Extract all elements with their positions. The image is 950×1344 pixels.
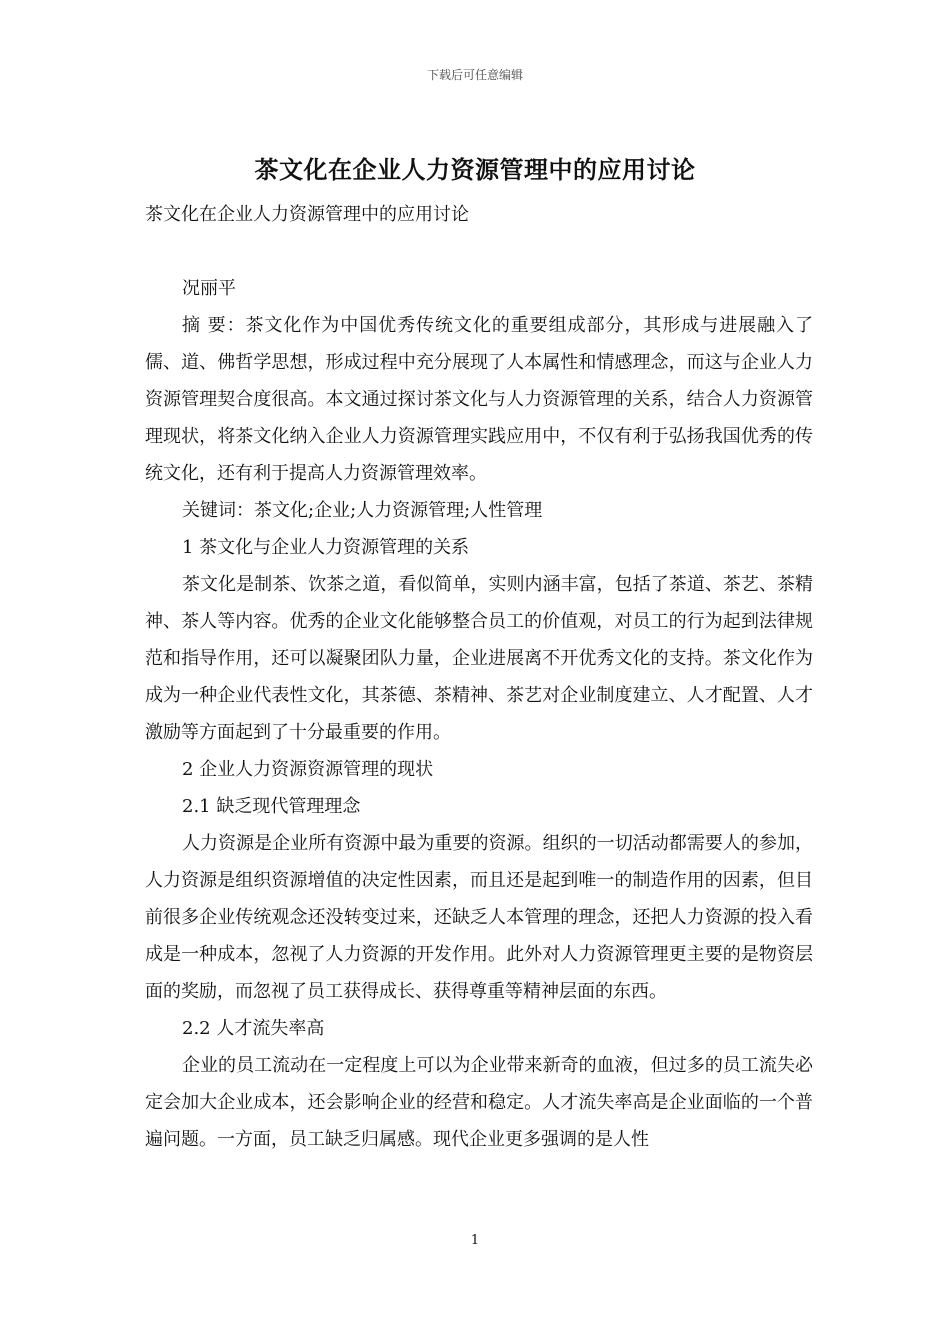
section-2-1-paragraph: 人力资源是企业所有资源中最为重要的资源。组织的一切活动都需要人的参加，人力资源是组织资源增值的决定性因素，而且还是起到唯一的制造作用的因素，但目前很多企业传统观念还没转变过来，还缺乏人本管理的理念，还把人力资源的投入看成是一种成本，忽视了人力资源的开发作用。此外对人力资源管理更主要的是物资层面的奖励，而忽视了员工获得成长、获得尊重等精神层面的东西。	[145, 833, 813, 1002]
section-heading-2: 2 企业人力资源资源管理的现状	[182, 759, 434, 780]
page-number: 1	[470, 1233, 480, 1248]
header-note: 下载后可任意编辑	[426, 68, 523, 82]
section-heading-2-1: 2.1 缺乏现代管理理念	[182, 796, 361, 817]
subtitle: 茶文化在企业人力资源管理中的应用讨论	[145, 204, 469, 225]
keywords: 关键词：茶文化;企业;人力资源管理;人性管理	[182, 500, 543, 521]
abstract-paragraph: 摘 要：茶文化作为中国优秀传统文化的重要组成部分，其形成与进展融入了儒、道、佛哲学思想，形成过程中充分展现了人本属性和情感理念，而这与企业人力资源管理契合度很高。本文通过探讨茶文化与人力资源管理的关系，结合人力资源管理现状，将茶文化纳入企业人力资源管理实践应用中，不仅有利于弘扬我国优秀的传统文化，还有利于提高人力资源管理效率。	[145, 315, 813, 484]
section-1-paragraph: 茶文化是制茶、饮茶之道，看似简单，实则内涵丰富，包括了茶道、茶艺、茶精神、茶人等内容。优秀的企业文化能够整合员工的价值观，对员工的行为起到法律规范和指导作用，还可以凝聚团队力量，企业进展离不开优秀文化的支持。茶文化作为成为一种企业代表性文化，其茶德、茶精神、茶艺对企业制度建立、人才配置、人才激励等方面起到了十分最重要的作用。	[145, 574, 813, 743]
section-heading-1: 1 茶文化与企业人力资源管理的关系	[182, 537, 470, 558]
document-title: 茶文化在企业人力资源管理中的应用讨论	[254, 155, 696, 184]
section-2-2-paragraph: 企业的员工流动在一定程度上可以为企业带来新奇的血液，但过多的员工流失必定会加大企业成本，还会影响企业的经营和稳定。人才流失率高是企业面临的一个普遍问题。一方面，员工缺乏归属感。现代企业更多强调的是人性	[145, 1055, 813, 1150]
section-heading-2-2: 2.2 人才流失率高	[182, 1018, 325, 1039]
document-body	[145, 196, 813, 1158]
author: 况丽平	[182, 278, 236, 299]
spacer	[145, 233, 813, 270]
